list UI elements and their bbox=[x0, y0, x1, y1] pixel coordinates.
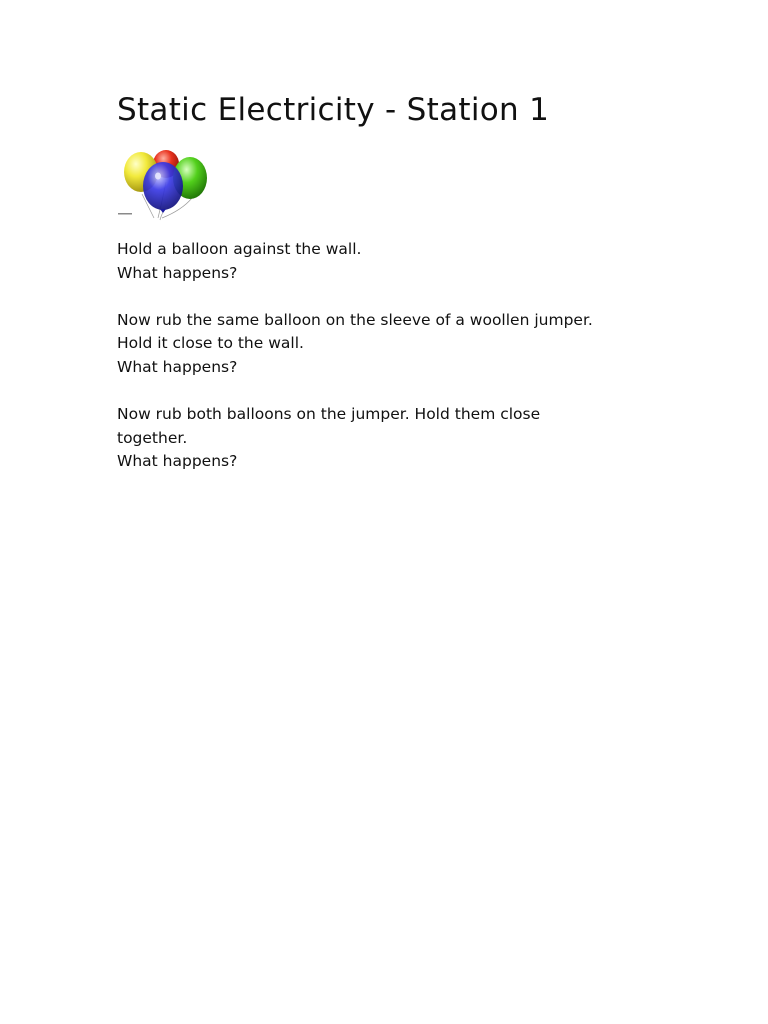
instruction-paragraph-2 bbox=[117, 309, 657, 380]
paragraph-line: What happens? bbox=[117, 452, 238, 471]
paragraph-line: Now rub the same balloon on the sleeve of a woollen jumper. bbox=[117, 310, 593, 329]
paragraph-line: together. bbox=[117, 428, 188, 447]
paragraph-line: Now rub both balloons on the jumper. Hold them close bbox=[117, 405, 541, 424]
paragraph-line: Hold a balloon against the wall. bbox=[117, 240, 362, 258]
instruction-paragraph-1 bbox=[117, 238, 657, 285]
page-title: Static Electricity - Station 1 bbox=[117, 92, 550, 128]
paragraph-line: What happens? bbox=[117, 263, 238, 282]
instructions bbox=[117, 238, 657, 498]
balloons-icon bbox=[116, 150, 212, 222]
paragraph-line: What happens? bbox=[117, 357, 238, 376]
paragraph-line: Hold it close to the wall. bbox=[117, 334, 304, 353]
instruction-paragraph-3 bbox=[117, 403, 657, 474]
